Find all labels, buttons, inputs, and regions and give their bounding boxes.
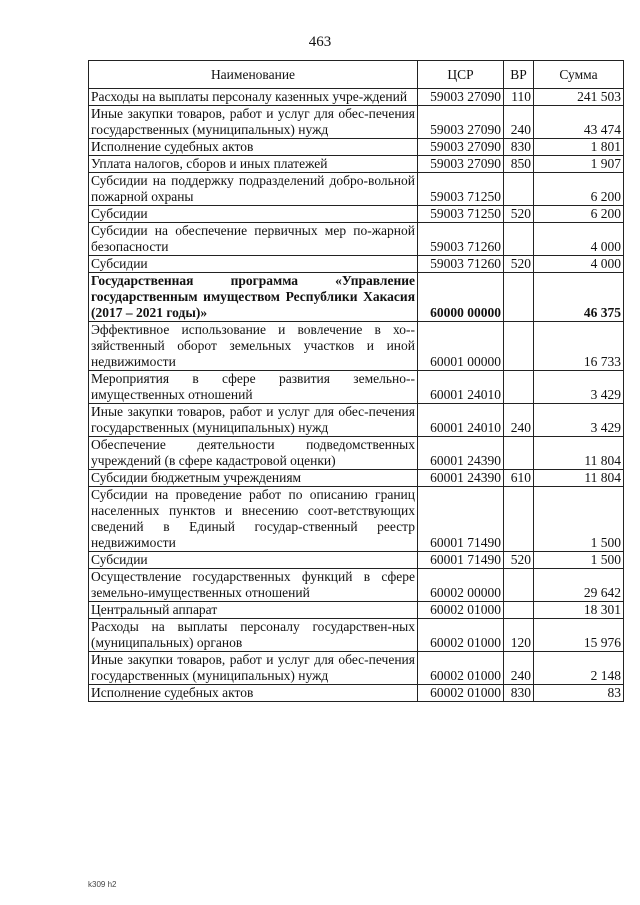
row-name: Субсидии (89, 256, 418, 273)
table-row (89, 273, 624, 322)
row-name: Уплата налогов, сборов и иных платежей (89, 156, 418, 173)
row-sum: 83 (534, 685, 624, 702)
row-vr (504, 371, 534, 404)
table-row (89, 322, 624, 371)
table-row (89, 685, 624, 702)
header-sum: Сумма (534, 61, 624, 89)
row-sum: 11 804 (534, 470, 624, 487)
row-name: Расходы на выплаты персоналу государствен-ных (муниципальных) органов (89, 619, 418, 652)
table-row (89, 223, 624, 256)
row-vr (504, 569, 534, 602)
row-sum: 11 804 (534, 437, 624, 470)
header-vr: ВР (504, 61, 534, 89)
row-csr: 60002 00000 (418, 569, 504, 602)
table-row (89, 552, 624, 569)
row-name: Иные закупки товаров, работ и услуг для обес-печения государственных (муниципальных) нужд (89, 404, 418, 437)
row-name: Расходы на выплаты персоналу казенных учре-ждений (89, 89, 418, 106)
row-vr: 520 (504, 256, 534, 273)
row-vr (504, 322, 534, 371)
row-vr (504, 487, 534, 552)
row-vr: 240 (504, 404, 534, 437)
row-vr: 850 (504, 156, 534, 173)
table-row (89, 404, 624, 437)
row-vr: 120 (504, 619, 534, 652)
row-sum: 15 976 (534, 619, 624, 652)
table-row (89, 139, 624, 156)
page-number: 463 (308, 34, 332, 50)
row-vr: 610 (504, 470, 534, 487)
row-vr: 240 (504, 106, 534, 139)
row-csr: 60002 01000 (418, 685, 504, 702)
footer-code: k309 h2 (88, 880, 117, 889)
header-name: Наименование (89, 61, 418, 89)
row-sum: 29 642 (534, 569, 624, 602)
row-name: Мероприятия в сфере развития земельно-имущественных отношений (89, 371, 418, 404)
row-vr (504, 223, 534, 256)
row-csr: 60001 24010 (418, 371, 504, 404)
row-sum: 1 907 (534, 156, 624, 173)
row-csr: 60001 00000 (418, 322, 504, 371)
table-row (89, 437, 624, 470)
row-sum: 2 148 (534, 652, 624, 685)
row-sum: 1 801 (534, 139, 624, 156)
row-vr (504, 273, 534, 322)
row-csr: 60002 01000 (418, 619, 504, 652)
row-name: Субсидии (89, 206, 418, 223)
row-csr: 60001 24390 (418, 437, 504, 470)
table-row (89, 173, 624, 206)
row-sum: 1 500 (534, 552, 624, 569)
row-name: Субсидии на обеспечение первичных мер по-жарной безопасности (89, 223, 418, 256)
table-row (89, 470, 624, 487)
row-vr (504, 437, 534, 470)
row-vr: 830 (504, 139, 534, 156)
row-sum: 6 200 (534, 173, 624, 206)
row-csr: 59003 71260 (418, 256, 504, 273)
row-name: Субсидии бюджетным учреждениям (89, 470, 418, 487)
row-vr: 240 (504, 652, 534, 685)
row-csr: 59003 27090 (418, 106, 504, 139)
table-row (89, 371, 624, 404)
row-name: Иные закупки товаров, работ и услуг для обес-печения государственных (муниципальных) нужд (89, 652, 418, 685)
row-csr: 60001 24010 (418, 404, 504, 437)
row-name: Государственная программа «Управление государственным имуществом Республики Хакасия (2017 – 2021 годы)» (89, 273, 418, 322)
table-row (89, 106, 624, 139)
row-name: Эффективное использование и вовлечение в хо-зяйственный оборот земельных участков и иной недвижимости (89, 322, 418, 371)
row-sum: 18 301 (534, 602, 624, 619)
table-row (89, 89, 624, 106)
table-row (89, 619, 624, 652)
row-csr: 59003 71250 (418, 206, 504, 223)
row-name: Осуществление государственных функций в сфере земельно-имущественных отношений (89, 569, 418, 602)
row-csr: 59003 71250 (418, 173, 504, 206)
row-csr: 60002 01000 (418, 602, 504, 619)
row-vr: 520 (504, 206, 534, 223)
row-csr: 59003 27090 (418, 139, 504, 156)
row-sum: 1 500 (534, 487, 624, 552)
budget-table (88, 60, 624, 702)
header-csr: ЦСР (418, 61, 504, 89)
row-csr: 59003 27090 (418, 156, 504, 173)
table-header-row (89, 61, 624, 89)
table-body (89, 89, 624, 702)
row-vr: 110 (504, 89, 534, 106)
table-row (89, 487, 624, 552)
row-csr: 59003 27090 (418, 89, 504, 106)
table-row (89, 652, 624, 685)
row-name: Субсидии на поддержку подразделений добро-вольной пожарной охраны (89, 173, 418, 206)
row-sum: 46 375 (534, 273, 624, 322)
row-sum: 43 474 (534, 106, 624, 139)
row-vr: 830 (504, 685, 534, 702)
row-name: Обеспечение деятельности подведомственных учреждений (в сфере кадастровой оценки) (89, 437, 418, 470)
row-vr: 520 (504, 552, 534, 569)
table-row (89, 256, 624, 273)
row-sum: 3 429 (534, 404, 624, 437)
row-csr: 60001 71490 (418, 487, 504, 552)
row-name: Субсидии (89, 552, 418, 569)
row-csr: 60001 71490 (418, 552, 504, 569)
table-row (89, 602, 624, 619)
row-sum: 3 429 (534, 371, 624, 404)
row-name: Исполнение судебных актов (89, 139, 418, 156)
row-csr: 60002 01000 (418, 652, 504, 685)
row-sum: 4 000 (534, 223, 624, 256)
row-sum: 16 733 (534, 322, 624, 371)
table-row (89, 569, 624, 602)
row-sum: 4 000 (534, 256, 624, 273)
row-vr (504, 173, 534, 206)
row-name: Центральный аппарат (89, 602, 418, 619)
row-name: Иные закупки товаров, работ и услуг для обес-печения государственных (муниципальных) нужд (89, 106, 418, 139)
row-csr: 59003 71260 (418, 223, 504, 256)
row-vr (504, 602, 534, 619)
row-sum: 6 200 (534, 206, 624, 223)
table-row (89, 156, 624, 173)
row-sum: 241 503 (534, 89, 624, 106)
row-name: Субсидии на проведение работ по описанию границ населенных пунктов и внесению соот-ветствующих сведений в Единый государ-ственный реестр недвижимости (89, 487, 418, 552)
row-csr: 60000 00000 (418, 273, 504, 322)
row-name: Исполнение судебных актов (89, 685, 418, 702)
table-row (89, 206, 624, 223)
row-csr: 60001 24390 (418, 470, 504, 487)
